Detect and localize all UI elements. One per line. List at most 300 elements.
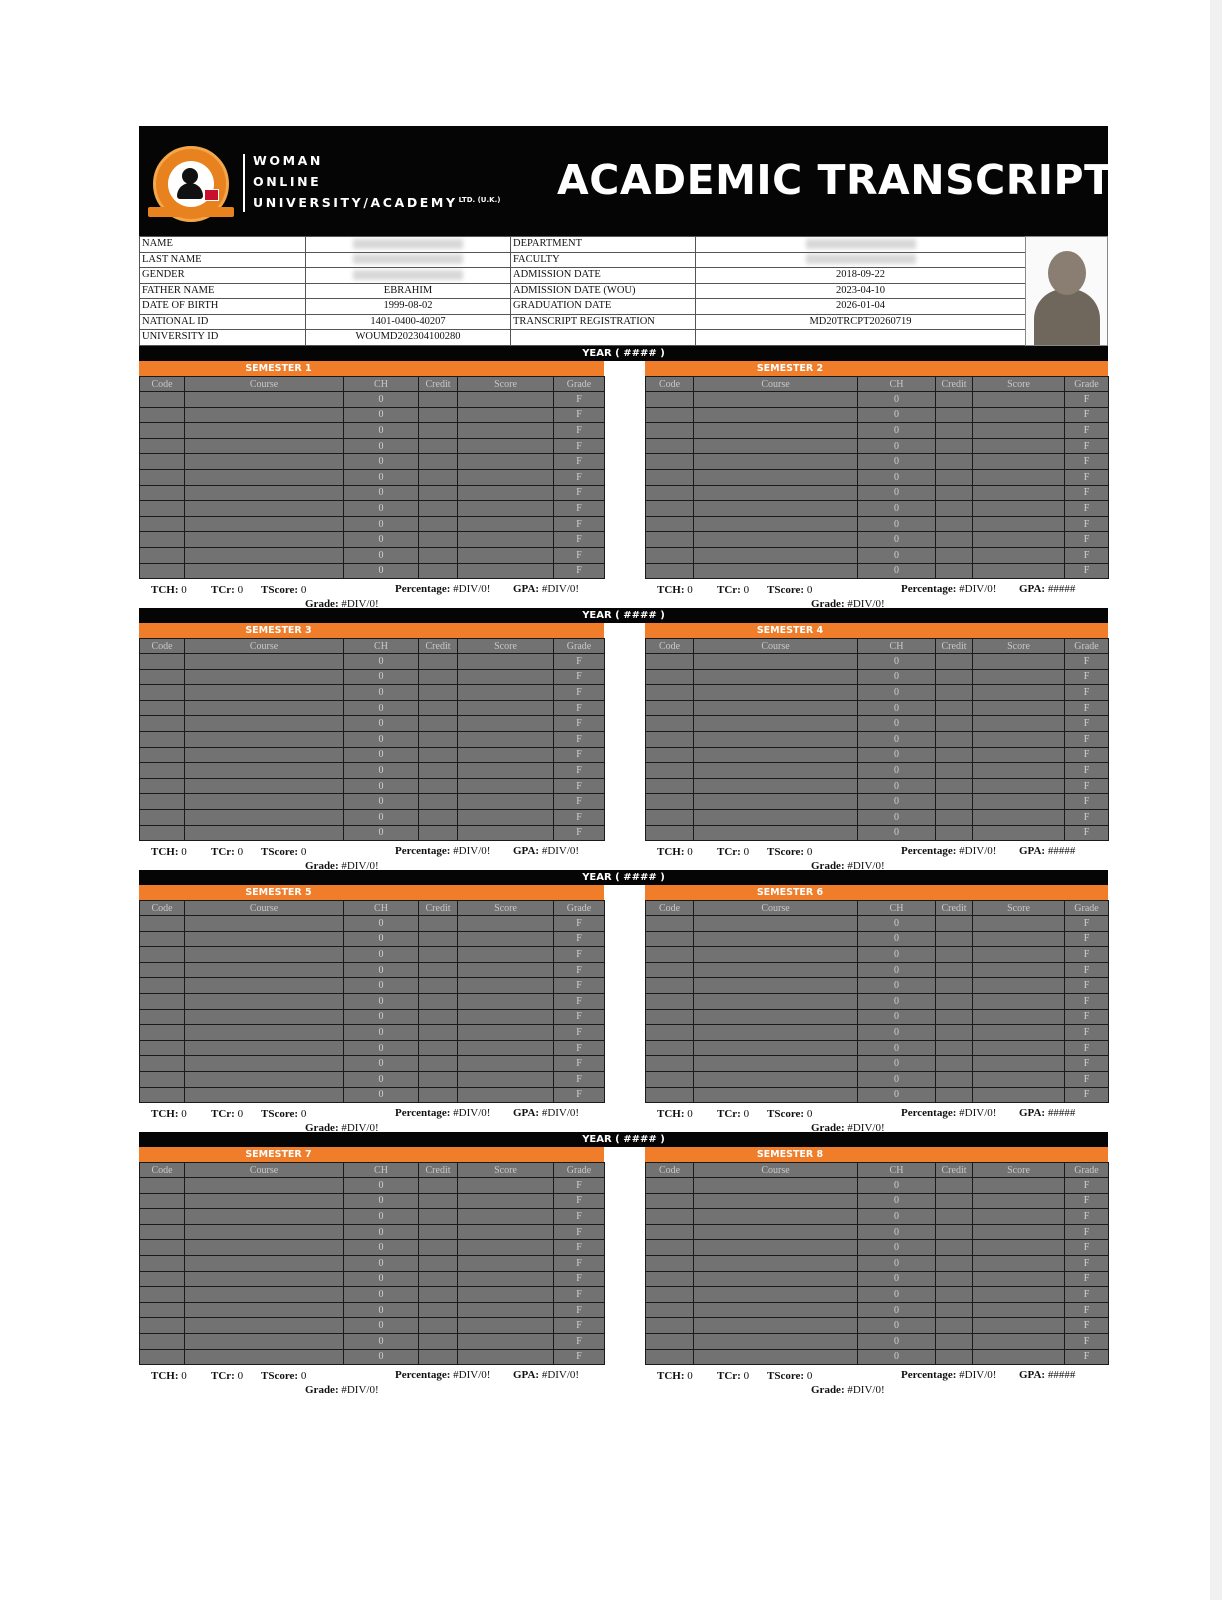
cell-ch: 0 <box>344 501 419 517</box>
cell-score <box>973 501 1065 517</box>
summary-tch-label: TCH: <box>657 1108 685 1121</box>
cell-ch: 0 <box>858 1009 936 1025</box>
cell-credit <box>936 1255 973 1271</box>
cell-course <box>694 1087 858 1103</box>
cell-code <box>646 1056 694 1072</box>
semester-table <box>645 638 1109 841</box>
cell-code <box>646 392 694 408</box>
table-row <box>140 778 605 794</box>
summary-tcr-value: 0 <box>237 1370 244 1383</box>
cell-credit <box>936 763 973 779</box>
cell-credit <box>419 700 458 716</box>
cell-ch: 0 <box>344 763 419 779</box>
info-right-value <box>696 252 1026 268</box>
cell-credit <box>419 825 458 841</box>
cell-code <box>140 962 185 978</box>
year-row <box>139 885 1108 1135</box>
cell-ch: 0 <box>344 962 419 978</box>
cell-grade: F <box>1065 1255 1109 1271</box>
summary-tscore <box>261 1370 306 1382</box>
cell-code <box>140 1209 185 1225</box>
cell-ch: 0 <box>858 454 936 470</box>
cell-grade: F <box>1065 916 1109 932</box>
cell-ch: 0 <box>858 547 936 563</box>
cell-credit <box>936 407 973 423</box>
column-header-code: Code <box>140 1163 185 1178</box>
cell-credit <box>936 1302 973 1318</box>
cell-ch: 0 <box>858 485 936 501</box>
cell-ch: 0 <box>344 532 419 548</box>
cell-score <box>973 931 1065 947</box>
info-left-row <box>140 252 511 268</box>
cell-ch: 0 <box>858 1349 936 1365</box>
year-row <box>139 1147 1108 1397</box>
student-photo <box>1025 236 1108 346</box>
table-row <box>646 516 1109 532</box>
table-row <box>646 469 1109 485</box>
column-header-code: Code <box>140 639 185 654</box>
cell-grade: F <box>1065 1333 1109 1349</box>
cell-grade: F <box>1065 1056 1109 1072</box>
semester-table <box>139 900 605 1103</box>
cell-grade: F <box>1065 547 1109 563</box>
info-left-row <box>140 268 511 284</box>
cell-ch: 0 <box>858 1193 936 1209</box>
column-header-course: Course <box>694 377 858 392</box>
table-row <box>140 547 605 563</box>
cell-course <box>185 563 344 579</box>
cell-score <box>973 407 1065 423</box>
column-header-course: Course <box>185 377 344 392</box>
cell-credit <box>419 438 458 454</box>
cell-credit <box>936 392 973 408</box>
table-row <box>646 1009 1109 1025</box>
info-right-row <box>511 237 1026 253</box>
summary-tcr-value: 0 <box>237 1108 244 1121</box>
summary-tch-value: 0 <box>687 584 693 597</box>
table-row <box>646 532 1109 548</box>
university-logo-icon <box>153 146 229 222</box>
cell-course <box>185 794 344 810</box>
cell-score <box>973 1240 1065 1256</box>
cell-course <box>694 454 858 470</box>
table-row <box>140 731 605 747</box>
cell-credit <box>419 1240 458 1256</box>
column-header-course: Course <box>185 901 344 916</box>
cell-course <box>185 700 344 716</box>
cell-course <box>185 916 344 932</box>
summary-percentage-label: Percentage: <box>901 583 957 596</box>
header-divider <box>243 154 245 212</box>
cell-score <box>973 763 1065 779</box>
cell-code <box>646 1318 694 1334</box>
column-header-ch: CH <box>858 377 936 392</box>
cell-code <box>646 1255 694 1271</box>
cell-credit <box>419 1287 458 1303</box>
table-row <box>140 516 605 532</box>
info-left-value <box>306 252 511 268</box>
semester-title-bar <box>139 885 604 900</box>
cell-grade: F <box>1065 407 1109 423</box>
summary-tcr-value: 0 <box>743 1370 750 1383</box>
cell-code <box>646 947 694 963</box>
cell-ch: 0 <box>344 547 419 563</box>
info-left-value: 1999-08-02 <box>306 299 511 315</box>
cell-code <box>140 916 185 932</box>
summary-gpa-label: GPA: <box>1019 583 1046 596</box>
cell-score <box>973 1349 1065 1365</box>
cell-score <box>458 563 554 579</box>
cell-grade: F <box>1065 454 1109 470</box>
cell-course <box>185 485 344 501</box>
brand-line-3-text: UNIVERSITY/ACADEMY <box>253 195 458 210</box>
cell-score <box>458 685 554 701</box>
cell-score <box>973 563 1065 579</box>
cell-credit <box>419 1318 458 1334</box>
cell-course <box>694 1255 858 1271</box>
cell-course <box>185 809 344 825</box>
cell-score <box>458 454 554 470</box>
cell-code <box>140 1302 185 1318</box>
cell-ch: 0 <box>344 1271 419 1287</box>
table-row <box>140 1178 605 1194</box>
summary-grade-value: #DIV/0! <box>847 1122 885 1135</box>
cell-code <box>646 563 694 579</box>
cell-code <box>646 1071 694 1087</box>
summary-tch-label: TCH: <box>151 846 179 859</box>
cell-code <box>646 1209 694 1225</box>
cell-score <box>973 1071 1065 1087</box>
cell-score <box>458 825 554 841</box>
cell-ch: 0 <box>858 794 936 810</box>
cell-ch: 0 <box>344 454 419 470</box>
info-right-label <box>511 330 696 346</box>
summary-grade <box>811 860 885 872</box>
cell-credit <box>936 669 973 685</box>
cell-score <box>973 532 1065 548</box>
summary-grade <box>305 860 379 872</box>
cell-course <box>185 454 344 470</box>
cell-grade: F <box>554 716 605 732</box>
table-row <box>140 916 605 932</box>
table-row <box>646 423 1109 439</box>
semester-table <box>139 638 605 841</box>
cell-course <box>694 778 858 794</box>
table-header-row <box>140 639 605 654</box>
cell-credit <box>936 1209 973 1225</box>
summary-tscore <box>767 1370 812 1382</box>
cell-score <box>973 1056 1065 1072</box>
cell-code <box>646 1349 694 1365</box>
cell-course <box>185 993 344 1009</box>
year-bar: YEAR ( #### ) <box>139 346 1108 361</box>
cell-course <box>694 747 858 763</box>
cell-course <box>694 654 858 670</box>
cell-course <box>185 1302 344 1318</box>
summary-grade-label: Grade: <box>305 1384 339 1397</box>
cell-score <box>458 485 554 501</box>
semester-title: SEMESTER 7 <box>245 1149 312 1160</box>
summary-tcr-label: TCr: <box>211 1370 235 1383</box>
cell-code <box>646 1287 694 1303</box>
cell-credit <box>419 763 458 779</box>
semester-title-bar <box>139 623 604 638</box>
column-header-credit: Credit <box>936 901 973 916</box>
summary-grade <box>305 1122 379 1134</box>
semester-summary <box>645 1103 1108 1133</box>
cell-ch: 0 <box>344 700 419 716</box>
cell-credit <box>936 778 973 794</box>
summary-tscore-value: 0 <box>300 1108 307 1121</box>
summary-grade <box>811 1122 885 1134</box>
table-row <box>646 1193 1109 1209</box>
table-row <box>646 916 1109 932</box>
summary-tcr-label: TCr: <box>211 846 235 859</box>
cell-credit <box>936 654 973 670</box>
cell-credit <box>936 978 973 994</box>
summary-tch-label: TCH: <box>151 1370 179 1383</box>
info-right-label: DEPARTMENT <box>511 237 696 253</box>
cell-code <box>140 501 185 517</box>
cell-grade: F <box>1065 809 1109 825</box>
cell-code <box>646 916 694 932</box>
cell-code <box>140 516 185 532</box>
table-row <box>646 454 1109 470</box>
column-header-code: Code <box>646 377 694 392</box>
cell-score <box>458 1302 554 1318</box>
column-header-ch: CH <box>858 1163 936 1178</box>
table-header-row <box>140 377 605 392</box>
cell-ch: 0 <box>344 1333 419 1349</box>
summary-tscore <box>767 1108 812 1120</box>
cell-course <box>185 392 344 408</box>
summary-tscore-label: TScore: <box>261 1370 299 1383</box>
cell-ch: 0 <box>344 1087 419 1103</box>
cell-course <box>185 931 344 947</box>
info-right-value <box>696 237 1026 253</box>
cell-score <box>973 485 1065 501</box>
table-header-row <box>140 1163 605 1178</box>
cell-score <box>973 438 1065 454</box>
cell-grade: F <box>1065 825 1109 841</box>
column-header-course: Course <box>185 1163 344 1178</box>
info-right-label: TRANSCRIPT REGISTRATION <box>511 314 696 330</box>
cell-ch: 0 <box>344 825 419 841</box>
cell-code <box>140 654 185 670</box>
cell-score <box>458 763 554 779</box>
cell-code <box>140 931 185 947</box>
cell-course <box>185 1087 344 1103</box>
cell-credit <box>936 947 973 963</box>
info-left-label: LAST NAME <box>140 252 306 268</box>
cell-credit <box>419 731 458 747</box>
cell-grade: F <box>554 700 605 716</box>
table-row <box>140 423 605 439</box>
cell-credit <box>419 716 458 732</box>
summary-tch <box>657 1108 693 1120</box>
table-row <box>140 563 605 579</box>
cell-ch: 0 <box>344 993 419 1009</box>
cell-code <box>140 423 185 439</box>
summary-tcr <box>717 1108 749 1120</box>
cell-course <box>694 700 858 716</box>
cell-score <box>458 731 554 747</box>
table-row <box>140 794 605 810</box>
cell-score <box>458 669 554 685</box>
summary-tch <box>657 1370 693 1382</box>
semester-2 <box>645 361 1108 609</box>
semester-title: SEMESTER 6 <box>756 887 824 898</box>
cell-ch: 0 <box>858 809 936 825</box>
cell-code <box>646 1333 694 1349</box>
cell-grade: F <box>1065 947 1109 963</box>
summary-tcr-label: TCr: <box>717 1370 741 1383</box>
column-header-score: Score <box>458 901 554 916</box>
summary-grade-label: Grade: <box>305 860 339 873</box>
cell-code <box>140 1178 185 1194</box>
cell-credit <box>936 700 973 716</box>
summary-tch <box>657 846 693 858</box>
cell-credit <box>936 423 973 439</box>
column-header-credit: Credit <box>419 377 458 392</box>
cell-code <box>646 1271 694 1287</box>
table-row <box>140 825 605 841</box>
cell-ch: 0 <box>344 778 419 794</box>
semester-title-bar <box>139 361 604 376</box>
cell-course <box>185 469 344 485</box>
cell-ch: 0 <box>858 747 936 763</box>
cell-grade: F <box>1065 1271 1109 1287</box>
cell-course <box>694 438 858 454</box>
student-info-left <box>139 236 511 346</box>
summary-tscore-value: 0 <box>806 1108 813 1121</box>
cell-credit <box>936 685 973 701</box>
cell-ch: 0 <box>858 438 936 454</box>
cell-course <box>694 1209 858 1225</box>
cell-ch: 0 <box>858 423 936 439</box>
cell-course <box>185 501 344 517</box>
cell-score <box>458 1025 554 1041</box>
cell-code <box>140 763 185 779</box>
cell-grade: F <box>554 563 605 579</box>
cell-course <box>694 947 858 963</box>
cell-credit <box>419 1056 458 1072</box>
table-row <box>140 962 605 978</box>
cell-score <box>458 1087 554 1103</box>
cell-grade: F <box>1065 1349 1109 1365</box>
table-row <box>646 438 1109 454</box>
cell-credit <box>419 809 458 825</box>
cell-code <box>646 731 694 747</box>
table-row <box>140 1224 605 1240</box>
cell-grade: F <box>554 685 605 701</box>
cell-score <box>973 1224 1065 1240</box>
cell-score <box>973 516 1065 532</box>
cell-code <box>646 1178 694 1194</box>
cell-ch: 0 <box>344 1302 419 1318</box>
cell-course <box>694 392 858 408</box>
cell-score <box>973 962 1065 978</box>
semester-6 <box>645 885 1108 1133</box>
cell-ch: 0 <box>344 1009 419 1025</box>
cell-credit <box>419 423 458 439</box>
cell-ch: 0 <box>858 407 936 423</box>
cell-course <box>185 1240 344 1256</box>
table-row <box>646 563 1109 579</box>
cell-code <box>140 778 185 794</box>
column-header-ch: CH <box>344 377 419 392</box>
table-row <box>646 1056 1109 1072</box>
table-row <box>140 485 605 501</box>
cell-course <box>185 532 344 548</box>
cell-code <box>646 407 694 423</box>
cell-code <box>140 1071 185 1087</box>
cell-ch: 0 <box>858 563 936 579</box>
table-row <box>140 1193 605 1209</box>
cell-code <box>646 931 694 947</box>
table-row <box>646 1025 1109 1041</box>
summary-tcr <box>211 1370 243 1382</box>
summary-gpa-value: #DIV/0! <box>541 1107 580 1120</box>
table-row <box>646 1271 1109 1287</box>
cell-ch: 0 <box>858 392 936 408</box>
summary-tcr <box>717 584 749 596</box>
cell-score <box>458 1209 554 1225</box>
table-row <box>140 654 605 670</box>
redacted-value <box>353 270 463 280</box>
year-bar: YEAR ( #### ) <box>139 870 1108 885</box>
table-row <box>140 1009 605 1025</box>
cell-grade: F <box>1065 978 1109 994</box>
cell-code <box>140 747 185 763</box>
cell-code <box>140 392 185 408</box>
cell-code <box>140 1333 185 1349</box>
cell-ch: 0 <box>858 1318 936 1334</box>
cell-code <box>140 1271 185 1287</box>
cell-credit <box>419 547 458 563</box>
summary-tscore-value: 0 <box>300 1370 307 1383</box>
cell-course <box>185 825 344 841</box>
table-row <box>140 1333 605 1349</box>
cell-score <box>458 1193 554 1209</box>
summary-tscore-label: TScore: <box>767 846 805 859</box>
column-header-grade: Grade <box>1065 1163 1109 1178</box>
cell-code <box>646 423 694 439</box>
summary-percentage <box>901 1369 996 1381</box>
cell-course <box>185 1025 344 1041</box>
table-row <box>646 1240 1109 1256</box>
cell-score <box>973 1302 1065 1318</box>
cell-course <box>185 423 344 439</box>
cell-course <box>694 1224 858 1240</box>
cell-code <box>140 825 185 841</box>
cell-course <box>185 1287 344 1303</box>
summary-grade-value: #DIV/0! <box>847 860 885 873</box>
cell-code <box>140 731 185 747</box>
cell-grade: F <box>1065 1224 1109 1240</box>
table-row <box>646 809 1109 825</box>
cell-grade: F <box>1065 1302 1109 1318</box>
summary-gpa-label: GPA: <box>1019 1369 1046 1382</box>
cell-ch: 0 <box>344 1178 419 1194</box>
cell-ch: 0 <box>344 469 419 485</box>
cell-grade: F <box>554 1178 605 1194</box>
table-row <box>646 825 1109 841</box>
transcript-document <box>139 126 1113 1397</box>
cell-grade: F <box>1065 763 1109 779</box>
cell-score <box>458 747 554 763</box>
cell-credit <box>936 1087 973 1103</box>
